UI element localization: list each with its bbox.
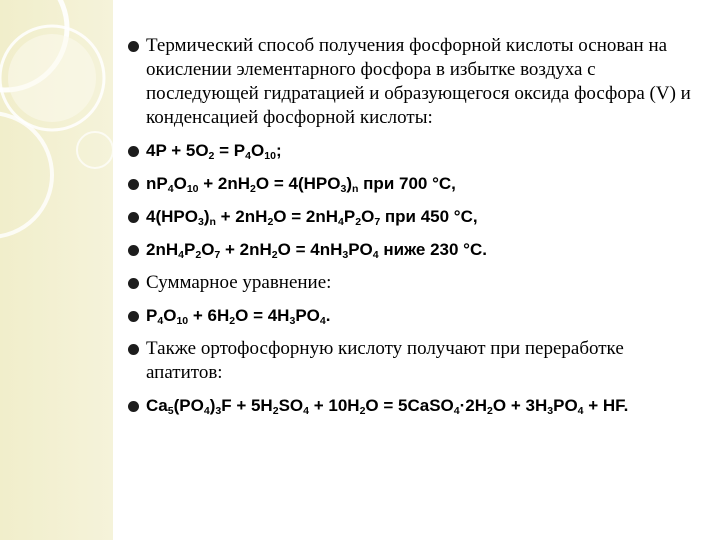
bullet-item <box>128 139 702 163</box>
chemical-equation <box>146 207 478 226</box>
formula-part: (PO <box>173 396 204 415</box>
formula-part: + 10H <box>309 396 360 415</box>
formula-part: 2nH <box>146 240 179 259</box>
bullet-text: Суммарное уравнение: <box>146 272 332 293</box>
subscript: 2 <box>267 216 274 228</box>
formula-part: P <box>146 306 158 325</box>
bullet-icon <box>128 41 139 52</box>
formula-part: = P <box>214 141 246 160</box>
subscript: 3 <box>547 405 554 417</box>
bullet-icon <box>128 179 139 190</box>
formula-part: 4(HPO <box>146 207 198 226</box>
formula-part: P <box>343 207 356 226</box>
subscript: 2 <box>359 405 366 417</box>
bullet-item <box>128 172 702 196</box>
subscript: 10 <box>176 315 189 327</box>
bullet-item <box>128 394 702 418</box>
subscript: 7 <box>374 216 381 228</box>
bullet-icon <box>128 245 139 256</box>
chemical-equation <box>146 240 487 259</box>
formula-part: PO <box>295 306 320 325</box>
subscript: 4 <box>178 249 184 261</box>
subscript: 2 <box>487 405 493 417</box>
chemical-equation <box>146 396 628 415</box>
subscript: 4 <box>245 150 251 162</box>
formula-part: + HF. <box>583 396 629 415</box>
bullet-item <box>128 205 702 229</box>
formula-part: O <box>173 174 187 193</box>
subscript: 3 <box>197 216 204 228</box>
formula-part: + 6H <box>188 306 230 325</box>
subscript: 2 <box>271 249 278 261</box>
formula-part: Ca <box>146 396 168 415</box>
subscript: 2 <box>229 315 236 327</box>
formula-part: F + 5H <box>221 396 273 415</box>
subscript: 4 <box>319 315 326 327</box>
bullet-icon <box>128 311 139 322</box>
formula-part: O + 3H <box>492 396 548 415</box>
bullet-icon <box>128 212 139 223</box>
subscript: 2 <box>250 183 256 195</box>
formula-part: ) <box>209 396 216 415</box>
formula-part: + 2nH <box>220 240 272 259</box>
subscript: 10 <box>186 183 199 195</box>
chemical-equation <box>146 174 456 193</box>
decorative-sidebar <box>0 0 113 540</box>
formula-part: при 700 °C, <box>358 174 456 193</box>
formula-part: 4P + 5O <box>146 141 209 160</box>
formula-part: nP <box>146 174 168 193</box>
subscript: 4 <box>167 183 174 195</box>
formula-part: O <box>201 240 215 259</box>
formula-part: при 450 °C, <box>380 207 478 226</box>
chemical-equation <box>146 306 330 325</box>
subscript: 10 <box>264 150 276 162</box>
subscript: 5 <box>167 405 174 417</box>
bullet-list <box>128 34 702 427</box>
formula-part: O <box>163 306 177 325</box>
subscript: 2 <box>195 249 202 261</box>
subscript: n <box>209 216 216 228</box>
formula-part: O = 5CaSO <box>365 396 454 415</box>
formula-part: O <box>250 141 265 160</box>
circle-decoration-icon <box>0 0 113 540</box>
subscript: n <box>352 183 359 195</box>
formula-part: ) <box>346 174 352 193</box>
formula-part: O <box>361 207 375 226</box>
subscript: 2 <box>272 405 279 417</box>
formula-part: P <box>183 240 196 259</box>
formula-part: PO <box>553 396 578 415</box>
bullet-item <box>128 34 702 130</box>
subscript: 4 <box>157 315 164 327</box>
formula-part: O = 4(HPO <box>255 174 341 193</box>
subscript: 2 <box>355 216 362 228</box>
formula-part: + 2nH <box>215 207 268 226</box>
bullet-item <box>128 271 702 295</box>
subscript: 2 <box>208 150 215 162</box>
formula-part: . <box>325 306 331 325</box>
bullet-text: Также ортофосфорную кислоту получают при переработке апатитов: <box>146 338 624 383</box>
bullet-item <box>128 238 702 262</box>
formula-part: O = 4H <box>235 306 290 325</box>
subscript: 4 <box>338 216 344 228</box>
bullet-icon <box>128 344 139 355</box>
bullet-icon <box>128 401 139 412</box>
subscript: 3 <box>215 405 222 417</box>
bullet-item <box>128 304 702 328</box>
bullet-text: Термический способ получения фосфорной кислоты основан на окислении элементарного фосфора в избытке воздуха с последующей гидратацией и образующегося оксида фосфора (V) и конденсацией фосфорной кислоты: <box>146 35 691 128</box>
subscript: 3 <box>289 315 296 327</box>
subscript: 3 <box>340 183 347 195</box>
bullet-icon <box>128 278 139 289</box>
bullet-icon <box>128 146 139 157</box>
formula-part: O = 4nH <box>277 240 343 259</box>
subscript: 3 <box>342 249 349 261</box>
subscript: 4 <box>303 405 309 417</box>
subscript: 4 <box>453 405 460 417</box>
formula-part: O = 2nH <box>273 207 339 226</box>
chemical-equation <box>146 141 282 160</box>
subscript: 4 <box>203 405 210 417</box>
formula-part: ; <box>275 141 282 160</box>
subscript: 4 <box>577 405 584 417</box>
subscript: 7 <box>214 249 221 261</box>
formula-part: SO <box>278 396 304 415</box>
formula-part: ниже 230 °C. <box>378 240 487 259</box>
formula-part: + 2nH <box>198 174 251 193</box>
formula-part: PO <box>348 240 373 259</box>
bullet-item <box>128 337 702 385</box>
formula-part: ) <box>203 207 210 226</box>
formula-part: ·2H <box>459 396 488 415</box>
subscript: 4 <box>372 249 379 261</box>
